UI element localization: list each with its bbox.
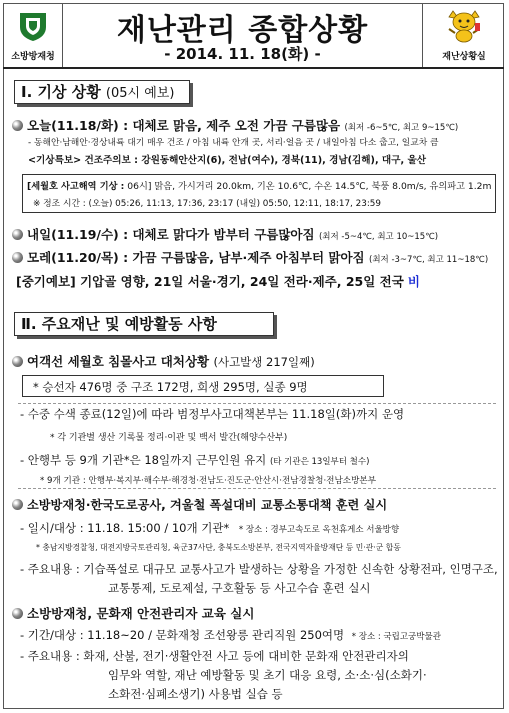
section1-heading-text: Ⅰ. 기상 상황	[21, 83, 101, 101]
bullet-icon	[12, 356, 23, 367]
drill-when: - 일시/대상 : 11.18. 15:00 / 10개 기관*	[20, 521, 230, 535]
agencies-note: * 9개 기관 : 안행부·복지부·해수부·해경청·전남도·진도군·안산시·전남경찰청·전남소방본부	[40, 476, 376, 486]
section2-heading-text: Ⅱ. 주요재난 및 예방활동 사항	[21, 315, 217, 333]
midterm-forecast	[16, 272, 420, 290]
page-title: 재난관리 종합상황	[116, 13, 369, 48]
bullet-icon	[12, 608, 23, 619]
heritage-place: * 장소 : 국립고궁박물관	[351, 632, 441, 642]
casualty-text: * 승선자 476명 중 구조 172명, 희생 295명, 실종 9명	[33, 380, 308, 394]
tide-times: ※ 정조 시간 : (오늘) 05:26, 11:13, 17:36, 23:17 (내일) 05:50, 12:11, 18:17, 23:59	[33, 199, 381, 209]
sewol-status	[12, 352, 315, 370]
report-date: - 2014. 11. 18(화) -	[164, 45, 321, 63]
drill-place: * 장소 : 경부고속도로 옥천휴게소 서울방향	[238, 525, 400, 535]
drill-item	[12, 496, 387, 513]
drill-content-2: 교통통제, 도로제설, 구호활동 등 사고수습 훈련 실시	[108, 581, 371, 595]
heritage-content-2: 임무와 역할, 재난 예방활동 및 초기 대응 요령, 소·소·심(소화기·	[108, 668, 427, 682]
sewol-weather-values: 06시] 맑음, 가시거리 20.0km, 기온 10.6℃, 수온 14.5℃, 북풍 8.0m/s, 유의파고 1.2m	[127, 181, 492, 192]
header	[3, 3, 504, 68]
bullet-icon	[12, 499, 23, 510]
sewol-details-border	[18, 403, 496, 489]
sewol-title: 여객선 세월호 침몰사고 대처상황	[27, 354, 210, 369]
today-title: 오늘(11.18/화) : 대체로 맑음, 제주 오전 가끔 구름많음	[27, 118, 341, 133]
sewol-weather-line	[27, 178, 491, 192]
room-label: 재난상황실	[442, 52, 486, 62]
today-temp: (최저 -6~5℃, 최고 9~15℃)	[344, 123, 459, 133]
heritage-when: - 기간/대상 : 11.18~20 / 문화재청 조선왕릉 관리직원 250여명	[20, 628, 345, 642]
header-rule	[3, 67, 504, 69]
today-detail: - 동해안·남해안·경상내륙 대기 매우 건조 / 아침 내륙 안개 곳, 서리·얼음 곳 / 내일아침 다소 춥고, 일교차 큼	[28, 138, 439, 148]
dayafter-temp: (최저 -3~7℃, 최고 11~18℃)	[369, 255, 489, 265]
drill-agencies: * 충남지방경찰청, 대전지방국토관리청, 육군37사단, 충북도소방본부, 전국지역자율방재단 등 민·관·군 합동	[36, 543, 401, 552]
today-forecast	[12, 116, 458, 134]
heritage-item	[12, 604, 254, 622]
org-label: 소방방재청	[11, 52, 55, 62]
search-end-note: * 각 기관별 생산 기록물 정리·이관 및 백서 발간(해양수산부)	[50, 433, 288, 443]
section2-heading	[14, 312, 274, 336]
midterm-text: [중기예보] 기압골 영향, 21일 서울·경기, 24일 전라·제주, 25일 전국	[16, 274, 404, 289]
tomorrow-temp: (최저 -5~4℃, 최고 10~15℃)	[318, 232, 439, 242]
weather-advisory: <기상특보> 건조주의보 : 강원동해안산지(6), 전남(여수), 경북(11), 경남(김해), 대구, 울산	[28, 155, 426, 166]
fire-agency-logo-icon	[17, 10, 49, 42]
dayafter-title: 모레(11.20/목) : 가끔 구름많음, 남부·제주 아침부터 맑아짐	[27, 250, 365, 265]
heritage-title: 소방방재청, 문화재 안전관리자 교육 실시	[27, 606, 255, 621]
drill-when-line	[20, 520, 399, 536]
safety-staff-text: - 안행부 등 9개 기관*은 18일까지 근무인원 유지	[20, 453, 267, 467]
heritage-content-1: - 주요내용 : 화재, 산불, 전기·생활안전 사고 등에 대비한 문화재 안전관리자의	[20, 649, 409, 663]
section1-heading	[14, 80, 190, 104]
dayafter-forecast	[12, 248, 488, 266]
section1-heading-sub: (05시 예보)	[105, 86, 175, 101]
tomorrow-title: 내일(11.19/수) : 대체로 맑다가 밤부터 구름많아짐	[27, 227, 315, 242]
bullet-icon	[12, 229, 23, 240]
sewol-days: (사고발생 217일째)	[213, 355, 315, 369]
bullet-icon	[12, 120, 23, 131]
logo-cell	[3, 3, 63, 68]
drill-title: 소방방재청·한국도로공사, 겨울철 폭설대비 교통소통대책 훈련 실시	[27, 498, 388, 512]
mascot-icon	[445, 7, 483, 43]
sewol-weather-label: [세월호 사고해역 기상 :	[27, 181, 125, 192]
drill-content-1: - 주요내용 : 기습폭설로 대규모 교통사고가 발생하는 상황을 가정한 신속한 상황전파, 인명구조,	[20, 562, 498, 576]
heritage-when-line	[20, 627, 441, 643]
midterm-rain: 비	[407, 274, 420, 289]
sewol-weather-box	[22, 174, 496, 213]
bullet-icon	[12, 252, 23, 263]
safety-staff-note: (타 기관은 13일부터 철수)	[269, 457, 370, 467]
casualty-box	[22, 375, 384, 397]
mascot-cell	[422, 3, 504, 68]
search-end: - 수중 수색 종료(12일)에 따라 범정부사고대책본부는 11.18일(화)까지 운영	[20, 407, 405, 421]
tomorrow-forecast	[12, 225, 438, 243]
heritage-content-3: 소화전·심폐소생기) 사용법 실습 등	[108, 687, 283, 701]
